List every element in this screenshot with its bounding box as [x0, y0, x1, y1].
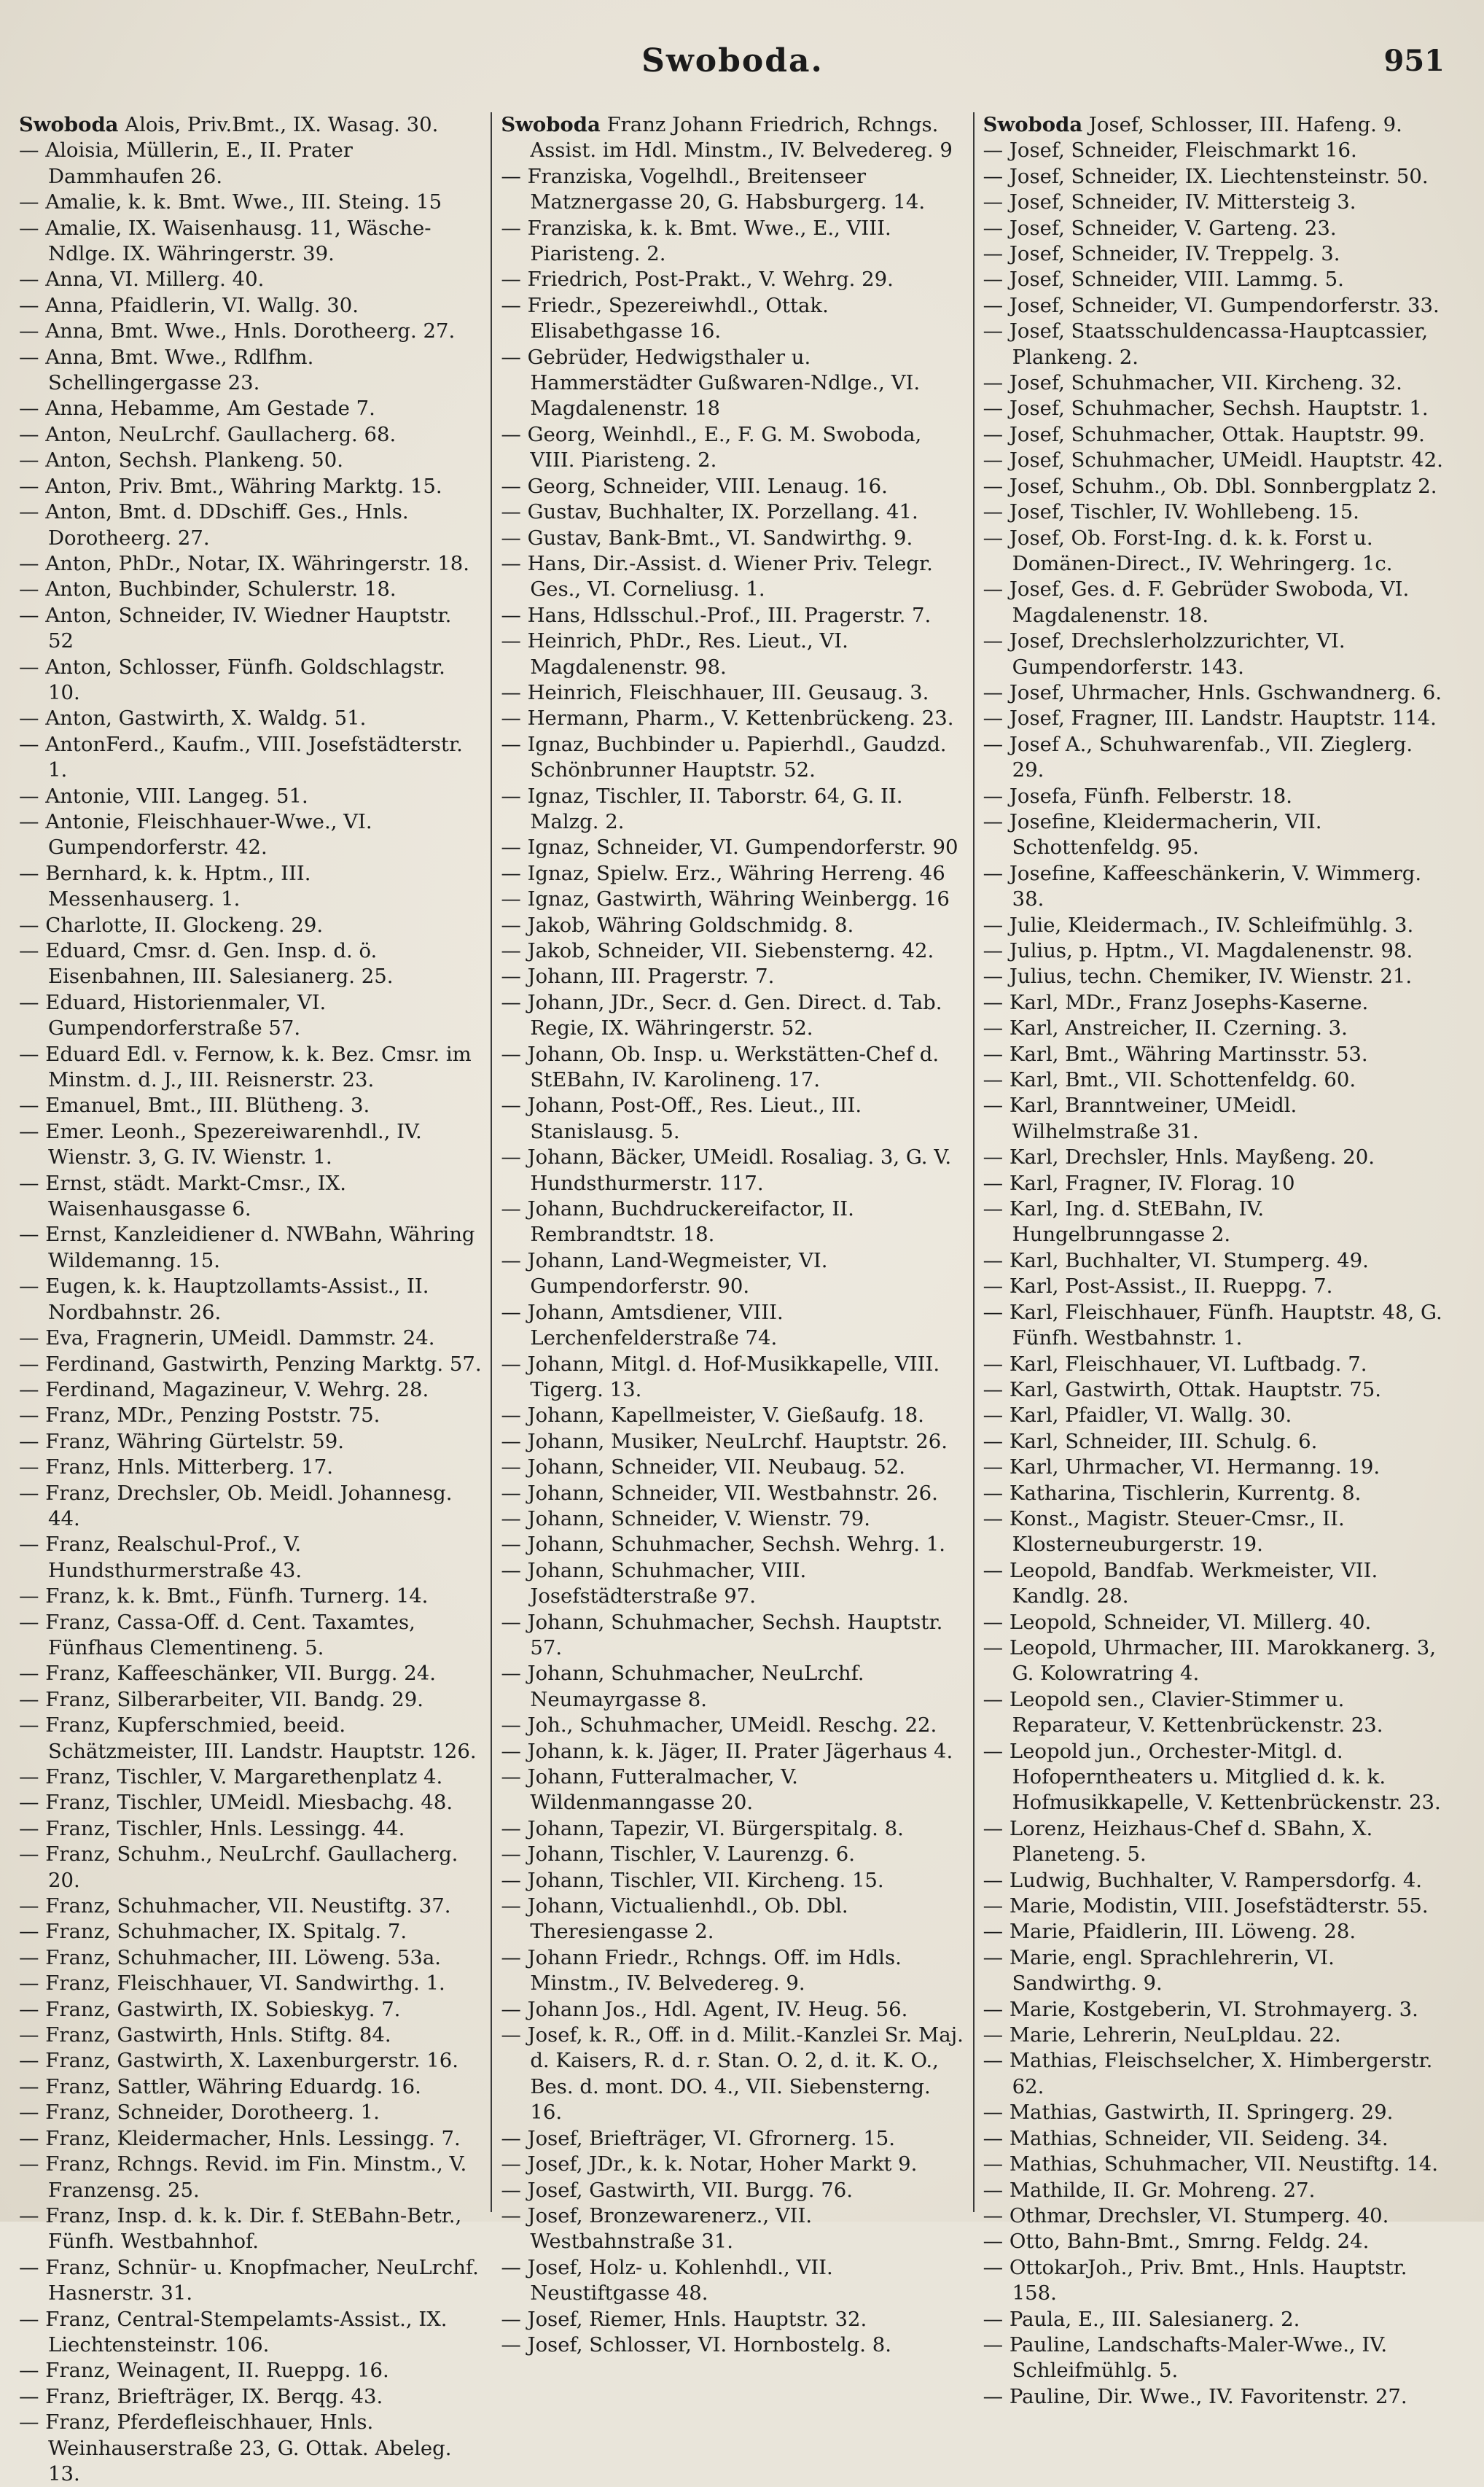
directory-entry: — Franz, Schneider, Dorotheerg. 1.: [19, 2101, 380, 2125]
directory-entry: — Johann, Schuhmacher, Sechsh. Hauptstr. 57.: [501, 1610, 943, 1659]
directory-entry: — Julius, p. Hptm., VI. Magdalenenstr. 98.: [983, 939, 1413, 962]
directory-entry: — Joh., Schuhmacher, UMeidl. Reschg. 22.: [501, 1713, 937, 1737]
directory-entry: — Johann, Schneider, VII. Westbahnstr. 26.: [501, 1481, 938, 1505]
directory-entry: — Josef, Bronzewarenerz., VII. Westbahnstraße 31.: [501, 2203, 813, 2254]
directory-entry: — Ludwig, Buchhalter, V. Rampersdorfg. 4.: [983, 1868, 1423, 1892]
directory-entry: — Anna, VI. Millerg. 40.: [19, 268, 265, 292]
directory-entry: — Heinrich, PhDr., Res. Lieut., VI. Magdalenenstr. 98.: [501, 629, 848, 679]
directory-entry: — Josef, Uhrmacher, Hnls. Gschwandnerg. 6.: [983, 680, 1442, 704]
directory-entry: — Johann, Kapellmeister, V. Gießaufg. 18.: [501, 1404, 924, 1428]
directory-entry: — Georg, Schneider, VIII. Lenaug. 16.: [501, 474, 888, 498]
entry-surname-heading: Swoboda: [19, 113, 119, 136]
directory-entry: — Mathias, Gastwirth, II. Springerg. 29.: [983, 2101, 1394, 2125]
directory-entry: — Karl, Buchhalter, VI. Stumperg. 49.: [983, 1248, 1369, 1272]
directory-entry: — Othmar, Drechsler, VI. Stumperg. 40.: [983, 2203, 1389, 2227]
directory-entry: — Johann, Tischler, V. Laurenzg. 6.: [501, 1842, 856, 1867]
directory-entry: — Josef, Schuhmacher, Ottak. Hauptstr. 99.: [983, 422, 1425, 446]
directory-entry: — Johann, JDr., Secr. d. Gen. Direct. d. Tab. Regie, IX. Währingerstr. 52.: [501, 990, 942, 1040]
directory-entry: — AntonFerd., Kaufm., VIII. Josefstädterstr. 1.: [19, 732, 463, 782]
directory-entry: — Marie, Kostgeberin, VI. Strohmayerg. 3.: [983, 1997, 1418, 2021]
directory-entry: — Franz, Drechsler, Ob. Meidl. Johannesg. 44.: [19, 1481, 453, 1530]
directory-entry: — Josef, Fragner, III. Landstr. Hauptstr. 114.: [983, 707, 1437, 731]
directory-entry: — Bernhard, k. k. Hptm., III. Messenhauserg. 1.: [19, 861, 311, 911]
directory-entry: — Leopold, Bandfab. Werkmeister, VII. Kandlg. 28.: [983, 1558, 1378, 1608]
directory-entry: — Franz, Weinagent, II. Rueppg. 16.: [19, 2359, 389, 2383]
directory-entry: — Mathias, Schneider, VII. Seideng. 34.: [983, 2126, 1389, 2150]
directory-entry: — Gebrüder, Hedwigsthaler u. Hammerstädter Gußwaren-Ndlge., VI. Magdalenenstr. 18: [501, 345, 921, 421]
directory-entry: — Karl, Fleischhauer, Fünfh. Hauptstr. 48, G. Fünfh. Westbahnstr. 1.: [983, 1300, 1442, 1350]
directory-entry: — Ernst, Kanzleidiener d. NWBahn, Währing Wildemanng. 15.: [19, 1223, 475, 1272]
directory-entry: — Franz, Briefträger, IX. Berqg. 43.: [19, 2384, 383, 2408]
directory-entry: — Anton, Schneider, IV. Wiedner Hauptstr. 52: [19, 603, 452, 653]
directory-entry: — Josef, Staatsschuldencassa-Hauptcassier, Plankeng. 2.: [983, 319, 1429, 369]
directory-entry: — Josef, Schneider, VIII. Lammg. 5.: [983, 268, 1344, 292]
directory-entry: — Karl, Fragner, IV. Florag. 10: [983, 1171, 1295, 1195]
directory-entry: — Josef, Schuhm., Ob. Dbl. Sonnbergplatz 2.: [983, 474, 1437, 498]
directory-entry: — Franz, k. k. Bmt., Fünfh. Turnerg. 14.: [19, 1584, 429, 1608]
directory-entry: — Josef, Schneider, Fleischmarkt 16.: [983, 139, 1357, 163]
directory-entry: — Johann, Futteralmacher, V. Wildenmanngasse 20.: [501, 1765, 798, 1815]
directory-entry: — Heinrich, Fleischhauer, III. Geusaug. 3.: [501, 680, 929, 704]
directory-entry: — Anton, Bmt. d. DDschiff. Ges., Hnls. Dorotheerg. 27.: [19, 500, 409, 550]
directory-entry: — Anton, Schlosser, Fünfh. Goldschlagstr. 10.: [19, 655, 445, 704]
directory-entry: — Johann, Musiker, NeuLrchf. Hauptstr. 26.: [501, 1429, 948, 1453]
directory-entry: — Anton, Priv. Bmt., Währing Marktg. 15.: [19, 474, 442, 498]
directory-entry: — Josef, Schuhmacher, Sechsh. Hauptstr. 1.: [983, 397, 1429, 421]
directory-entry: — Anna, Bmt. Wwe., Hnls. Dorotheerg. 27.: [19, 319, 456, 343]
directory-entry: — Georg, Weinhdl., E., F. G. M. Swoboda, VIII. Piaristeng. 2.: [501, 422, 922, 472]
directory-entry: — Jakob, Währing Goldschmidg. 8.: [501, 913, 854, 937]
directory-entry: — Antonie, Fleischhauer-Wwe., VI. Gumpendorferstr. 42.: [19, 809, 372, 860]
directory-entry: — Franz, Kaffeeschänker, VII. Burgg. 24.: [19, 1662, 437, 1686]
directory-entry: — Franz, Gastwirth, X. Laxenburgerstr. 16.: [19, 2049, 458, 2073]
entry-text: Franz Johann Friedrich, Rchngs. Assist. im Hdl. Minstm., IV. Belvedereg. 9: [530, 113, 953, 163]
directory-entry: — Karl, Pfaidler, VI. Wallg. 30.: [983, 1404, 1292, 1428]
directory-entry: — Johann, Post-Off., Res. Lieut., III. Stanislausg. 5.: [501, 1094, 862, 1143]
entry-surname-heading: Swoboda: [501, 113, 601, 136]
directory-entry: — Franz, Gastwirth, Hnls. Stiftg. 84.: [19, 2023, 391, 2047]
directory-entry: — Karl, Fleischhauer, VI. Luftbadg. 7.: [983, 1352, 1367, 1376]
directory-entry: — Charlotte, II. Glockeng. 29.: [19, 913, 324, 937]
directory-entry: — Amalie, k. k. Bmt. Wwe., III. Steing. 15: [19, 190, 442, 214]
directory-entry: — Johann, Mitgl. d. Hof-Musikkapelle, VIII. Tigerg. 13.: [501, 1352, 940, 1401]
directory-entry: — Leopold, Uhrmacher, III. Marokkanerg. 3, G. Kolowratring 4.: [983, 1635, 1437, 1686]
directory-entry: — Mathilde, II. Gr. Mohreng. 27.: [983, 2178, 1316, 2202]
directory-entry: — Karl, Schneider, III. Schulg. 6.: [983, 1429, 1318, 1453]
directory-entry: — Franz, Fleischhauer, VI. Sandwirthg. 1.: [19, 1972, 445, 1996]
directory-entry: — Anton, Gastwirth, X. Waldg. 51.: [19, 707, 367, 731]
directory-entry: — Eduard, Cmsr. d. Gen. Insp. d. ö. Eisenbahnen, III. Salesianerg. 25.: [19, 939, 394, 989]
directory-entry: — Josef, Tischler, IV. Wohllebeng. 15.: [983, 500, 1359, 524]
directory-entry: — Josefine, Kaffeeschänkerin, V. Wimmerg. 38.: [983, 861, 1422, 911]
directory-entry: — Josef, Schneider, V. Garteng. 23.: [983, 216, 1337, 240]
directory-entry: — Friedr., Spezereiwhdl., Ottak. Elisabethgasse 16.: [501, 293, 829, 343]
entry-surname-heading: Swoboda: [983, 113, 1083, 136]
directory-entry: — Franz, Sattler, Währing Eduardg. 16.: [19, 2074, 421, 2098]
directory-entry: — Franz, Kupferschmied, beeid. Schätzmeister, III. Landstr. Hauptstr. 126.: [19, 1713, 477, 1763]
directory-entry: — Hermann, Pharm., V. Kettenbrückeng. 23.: [501, 707, 954, 731]
directory-entry: — Jakob, Schneider, VII. Siebensterng. 42.: [501, 939, 934, 962]
directory-columns: [10, 112, 1455, 2486]
directory-entry: — Josef, Schneider, IV. Treppelg. 3.: [983, 242, 1340, 266]
directory-entry: — Franz, Cassa-Off. d. Cent. Taxamtes, Fünfhaus Clementineng. 5.: [19, 1610, 415, 1659]
directory-entry: — Franz, Insp. d. k. k. Dir. f. StEBahn-Betr., Fünfh. Westbahnhof.: [19, 2203, 462, 2254]
directory-entry: — Johann, Amtsdiener, VIII. Lerchenfelderstraße 74.: [501, 1300, 784, 1350]
directory-entry: — Franz, Währing Gürtelstr. 59.: [19, 1429, 344, 1453]
directory-entry: — Anna, Bmt. Wwe., Rdlfhm. Schellingergasse 23.: [19, 345, 314, 395]
directory-entry: — Franz, Kleidermacher, Hnls. Lessingg. 7.: [19, 2126, 461, 2150]
directory-entry: — Leopold sen., Clavier-Stimmer u. Reparateur, V. Kettenbrückenstr. 23.: [983, 1687, 1383, 1737]
directory-entry: [983, 112, 1446, 138]
directory-entry: — Josef, Schneider, VI. Gumpendorferstr. 33.: [983, 293, 1440, 317]
directory-entry: — Josefine, Kleidermacherin, VII. Schottenfeldg. 95.: [983, 809, 1322, 860]
directory-entry: — Hans, Hdlsschul.-Prof., III. Pragerstr. 7.: [501, 603, 932, 627]
directory-entry: — Franz, Realschul-Prof., V. Hundsthurmerstraße 43.: [19, 1533, 302, 1582]
directory-entry: — Karl, Anstreicher, II. Czerning. 3.: [983, 1016, 1348, 1040]
directory-entry: — Emer. Leonh., Spezereiwarenhdl., IV. Wienstr. 3, G. IV. Wienstr. 1.: [19, 1119, 422, 1169]
directory-entry: — Ignaz, Gastwirth, Währing Weinbergg. 16: [501, 887, 950, 911]
directory-entry: — Lorenz, Heizhaus-Chef d. SBahn, X. Planeteng. 5.: [983, 1816, 1373, 1867]
directory-entry: — Johann Friedr., Rchngs. Off. im Hdls. Minstm., IV. Belvedereg. 9.: [501, 1945, 902, 1996]
directory-entry: — Mathias, Fleischselcher, X. Himbergerstr. 62.: [983, 2049, 1433, 2098]
directory-entry: — Eva, Fragnerin, UMeidl. Dammstr. 24.: [19, 1326, 435, 1350]
directory-entry: — Katharina, Tischlerin, Kurrentg. 8.: [983, 1481, 1362, 1505]
directory-entry: — Leopold, Schneider, VI. Millerg. 40.: [983, 1610, 1372, 1634]
directory-entry: — Franz, Pferdefleischhauer, Hnls. Weinhauserstraße 23, G. Ottak. Abeleg. 13.: [19, 2410, 452, 2486]
entry-text: Josef, Schlosser, III. Hafeng. 9.: [1082, 113, 1402, 136]
directory-entry: — Johann, Tapezir, VI. Bürgerspitalg. 8.: [501, 1816, 904, 1840]
directory-entry: — Johann, Bäcker, UMeidl. Rosaliag. 3, G. V. Hundsthurmerstr. 117.: [501, 1145, 952, 1195]
directory-entry: — Johann, III. Pragerstr. 7.: [501, 965, 775, 989]
directory-entry: — Emanuel, Bmt., III. Blütheng. 3.: [19, 1094, 370, 1118]
directory-entry: — Johann, k. k. Jäger, II. Prater Jägerhaus 4.: [501, 1739, 953, 1763]
directory-entry: — Konst., Magistr. Steuer-Cmsr., II. Klosterneuburgerstr. 19.: [983, 1506, 1345, 1557]
directory-entry: — OttokarJoh., Priv. Bmt., Hnls. Hauptstr. 158.: [983, 2255, 1407, 2305]
entry-text: Alois, Priv.Bmt., IX. Wasag. 30.: [118, 113, 439, 136]
page-title: Swoboda.: [641, 42, 824, 79]
directory-entry: — Karl, Post-Assist., II. Rueppg. 7.: [983, 1274, 1333, 1299]
directory-entry: — Karl, Bmt., Währing Martinsstr. 53.: [983, 1042, 1368, 1066]
directory-entry: — Karl, Drechsler, Hnls. Mayßeng. 20.: [983, 1145, 1375, 1169]
directory-entry: — Johann Jos., Hdl. Agent, IV. Heug. 56.: [501, 1997, 908, 2021]
directory-entry: — Johann, Buchdruckereifactor, II. Rembrandtstr. 18.: [501, 1197, 854, 1247]
directory-entry: — Josef, Schlosser, VI. Hornbostelg. 8.: [501, 2332, 891, 2356]
directory-entry: — Anton, Buchbinder, Schulerstr. 18.: [19, 577, 397, 602]
directory-entry: — Josefa, Fünfh. Felberstr. 18.: [983, 784, 1292, 808]
directory-entry: — Ferdinand, Magazineur, V. Wehrg. 28.: [19, 1377, 429, 1401]
directory-entry: — Gustav, Buchhalter, IX. Porzellang. 41.: [501, 500, 918, 524]
directory-entry: — Johann, Land-Wegmeister, VI. Gumpendorferstr. 90.: [501, 1248, 828, 1299]
directory-entry: — Josef, Ob. Forst-Ing. d. k. k. Forst u. Domänen-Direct., IV. Wehringerg. 1c.: [983, 526, 1393, 575]
directory-entry: — Anton, Sechsh. Plankeng. 50.: [19, 448, 344, 472]
directory-entry: — Franz, Rchngs. Revid. im Fin. Minstm., V. Franzensg. 25.: [19, 2152, 467, 2202]
directory-entry: — Franziska, k. k. Bmt. Wwe., E., VIII. Piaristeng. 2.: [501, 216, 891, 266]
directory-entry: — Franz, Schuhmacher, VII. Neustiftg. 37.: [19, 1894, 451, 1918]
directory-entry: [501, 112, 964, 164]
directory-entry: — Johann, Tischler, VII. Kircheng. 15.: [501, 1868, 884, 1892]
directory-entry: — Paula, E., III. Salesianerg. 2.: [983, 2307, 1300, 2331]
directory-entry: — Pauline, Dir. Wwe., IV. Favoritenstr. 27.: [983, 2384, 1407, 2408]
directory-entry: — Anton, PhDr., Notar, IX. Währingerstr. 18.: [19, 551, 469, 575]
directory-entry: — Johann, Victualienhdl., Ob. Dbl. Theresiengasse 2.: [501, 1894, 848, 1944]
directory-entry: — Leopold jun., Orchester-Mitgl. d. Hofoperntheaters u. Mitglied d. k. k. Hofmusikkapelle, V. Kettenbrückenstr. 23.: [983, 1739, 1441, 1815]
directory-entry: — Amalie, IX. Waisenhausg. 11, Wäsche-Ndlge. IX. Währingerstr. 39.: [19, 216, 431, 266]
directory-entry: [19, 112, 482, 138]
directory-entry: — Julie, Kleidermach., IV. Schleifmühlg. 3.: [983, 913, 1414, 937]
directory-entry: — Anton, NeuLrchf. Gaullacherg. 68.: [19, 422, 397, 446]
directory-entry: — Josef, k. R., Off. in d. Milit.-Kanzlei Sr. Maj. d. Kaisers, R. d. r. Stan. O. 2, d. it. K. O., Bes. d. mont. DO. 4., VII. Siebensterng. 16.: [501, 2023, 964, 2125]
directory-entry: — Gustav, Bank-Bmt., VI. Sandwirthg. 9.: [501, 526, 913, 550]
directory-entry: — Johann, Ob. Insp. u. Werkstätten-Chef d. StEBahn, IV. Karolineng. 17.: [501, 1042, 940, 1092]
directory-entry: — Ignaz, Schneider, VI. Gumpendorferstr. 90: [501, 836, 958, 860]
directory-entry: — Karl, Uhrmacher, VI. Hermanng. 19.: [983, 1455, 1380, 1479]
directory-entry: — Franz, Schuhm., NeuLrchf. Gaullacherg. 20.: [19, 1842, 458, 1892]
directory-column-2: [491, 112, 972, 2356]
directory-entry: — Hans, Dir.-Assist. d. Wiener Priv. Telegr. Ges., VI. Corneliusg. 1.: [501, 551, 933, 602]
directory-entry: — Franz, Schuhmacher, III. Löweng. 53a.: [19, 1945, 442, 1969]
directory-entry: — Marie, Lehrerin, NeuLpldau. 22.: [983, 2023, 1341, 2047]
directory-entry: — Ignaz, Spielw. Erz., Währing Herreng. 46: [501, 861, 945, 885]
directory-entry: — Ernst, städt. Markt-Cmsr., IX. Waisenhausgasse 6.: [19, 1171, 346, 1221]
directory-entry: — Julius, techn. Chemiker, IV. Wienstr. 21.: [983, 965, 1413, 989]
directory-entry: — Karl, Branntweiner, UMeidl. Wilhelmstraße 31.: [983, 1094, 1297, 1143]
directory-entry: — Johann, Schuhmacher, Sechsh. Wehrg. 1.: [501, 1533, 946, 1557]
page-header: [10, 36, 1455, 101]
directory-entry: — Franz, Hnls. Mitterberg. 17.: [19, 1455, 333, 1479]
directory-entry: — Franz, Schnür- u. Knopfmacher, NeuLrchf. Hasnerstr. 31.: [19, 2255, 479, 2305]
directory-entry: — Karl, Bmt., VII. Schottenfeldg. 60.: [983, 1068, 1356, 1092]
directory-entry: — Pauline, Landschafts-Maler-Wwe., IV. Schleifmühlg. 5.: [983, 2332, 1388, 2383]
directory-entry: — Josef, Schneider, IX. Liechtensteinstr. 50.: [983, 164, 1429, 188]
directory-entry: — Ignaz, Tischler, II. Taborstr. 64, G. II. Malzg. 2.: [501, 784, 903, 833]
directory-entry: — Antonie, VIII. Langeg. 51.: [19, 784, 308, 808]
directory-entry: — Ignaz, Buchbinder u. Papierhdl., Gaudzd. Schönbrunner Hauptstr. 52.: [501, 732, 947, 782]
directory-entry: — Josef A., Schuhwarenfab., VII. Zieglerg. 29.: [983, 732, 1413, 782]
directory-entry: — Franz, Tischler, UMeidl. Miesbachg. 48.: [19, 1791, 453, 1815]
directory-entry: — Johann, Schneider, VII. Neubaug. 52.: [501, 1455, 906, 1479]
page-number: 951: [1383, 44, 1445, 78]
directory-entry: — Marie, Pfaidlerin, III. Löweng. 28.: [983, 1920, 1356, 1944]
directory-entry: — Franz, Tischler, V. Margarethenplatz 4.: [19, 1765, 443, 1789]
directory-entry: — Karl, Gastwirth, Ottak. Hauptstr. 75.: [983, 1377, 1381, 1401]
directory-entry: — Anna, Pfaidlerin, VI. Wallg. 30.: [19, 293, 359, 317]
directory-entry: — Josef, Holz- u. Kohlenhdl., VII. Neustiftgasse 48.: [501, 2255, 833, 2305]
directory-entry: — Anna, Hebamme, Am Gestade 7.: [19, 397, 375, 421]
directory-entry: — Eduard, Historienmaler, VI. Gumpendorferstraße 57.: [19, 990, 327, 1040]
directory-entry: — Ferdinand, Gastwirth, Penzing Marktg. 57.: [19, 1352, 482, 1376]
directory-entry: — Franz, Schuhmacher, IX. Spitalg. 7.: [19, 1920, 407, 1944]
directory-entry: — Josef, Schuhmacher, VII. Kircheng. 32.: [983, 371, 1402, 395]
directory-entry: — Josef, Riemer, Hnls. Hauptstr. 32.: [501, 2307, 867, 2331]
directory-entry: — Otto, Bahn-Bmt., Smrng. Feldg. 24.: [983, 2230, 1370, 2254]
directory-entry: — Josef, Gastwirth, VII. Burgg. 76.: [501, 2178, 854, 2202]
directory-entry: — Eduard Edl. v. Fernow, k. k. Bez. Cmsr. im Minstm. d. J., III. Reisnerstr. 23.: [19, 1042, 472, 1092]
directory-entry: — Johann, Schuhmacher, VIII. Josefstädterstraße 97.: [501, 1558, 807, 1608]
directory-entry: — Franz, Central-Stempelamts-Assist., IX. Liechtensteinstr. 106.: [19, 2307, 448, 2356]
directory-entry: — Eugen, k. k. Hauptzollamts-Assist., II. Nordbahnstr. 26.: [19, 1274, 429, 1324]
directory-entry: — Mathias, Schuhmacher, VII. Neustiftg. 14.: [983, 2152, 1438, 2176]
directory-entry: — Franz, MDr., Penzing Poststr. 75.: [19, 1404, 380, 1428]
directory-entry: — Franz, Silberarbeiter, VII. Bandg. 29.: [19, 1687, 423, 1711]
directory-entry: — Johann, Schuhmacher, NeuLrchf. Neumayrgasse 8.: [501, 1662, 864, 1711]
directory-entry: — Franz, Gastwirth, IX. Sobieskyg. 7.: [19, 1997, 401, 2021]
directory-entry: — Josef, JDr., k. k. Notar, Hoher Markt 9.: [501, 2152, 918, 2176]
directory-entry: — Karl, Ing. d. StEBahn, IV. Hungelbrunngasse 2.: [983, 1197, 1265, 1247]
directory-entry: — Josef, Ges. d. F. Gebrüder Swoboda, VI. Magdalenenstr. 18.: [983, 577, 1410, 627]
directory-entry: — Johann, Schneider, V. Wienstr. 79.: [501, 1506, 870, 1530]
directory-entry: — Josef, Briefträger, VI. Gfrornerg. 15.: [501, 2126, 896, 2150]
directory-column-1: [10, 112, 491, 2486]
directory-entry: — Franziska, Vogelhdl., Breitenseer Matznergasse 20, G. Habsburgerg. 14.: [501, 164, 926, 214]
directory-entry: — Marie, engl. Sprachlehrerin, VI. Sandwirthg. 9.: [983, 1945, 1335, 1996]
directory-entry: — Franz, Tischler, Hnls. Lessingg. 44.: [19, 1816, 405, 1840]
directory-entry: — Josef, Schneider, IV. Mittersteig 3.: [983, 190, 1356, 214]
directory-column-3: [973, 112, 1455, 2408]
directory-entry: — Josef, Drechslerholzzurichter, VI. Gumpendorferstr. 143.: [983, 629, 1346, 679]
directory-entry: — Karl, MDr., Franz Josephs-Kaserne.: [983, 990, 1369, 1014]
directory-entry: — Friedrich, Post-Prakt., V. Wehrg. 29.: [501, 268, 894, 292]
directory-entry: — Aloisia, Müllerin, E., II. Prater Dammhaufen 26.: [19, 139, 353, 188]
directory-entry: — Marie, Modistin, VIII. Josefstädterstr. 55.: [983, 1894, 1429, 1918]
directory-entry: — Josef, Schuhmacher, UMeidl. Hauptstr. 42.: [983, 448, 1443, 472]
